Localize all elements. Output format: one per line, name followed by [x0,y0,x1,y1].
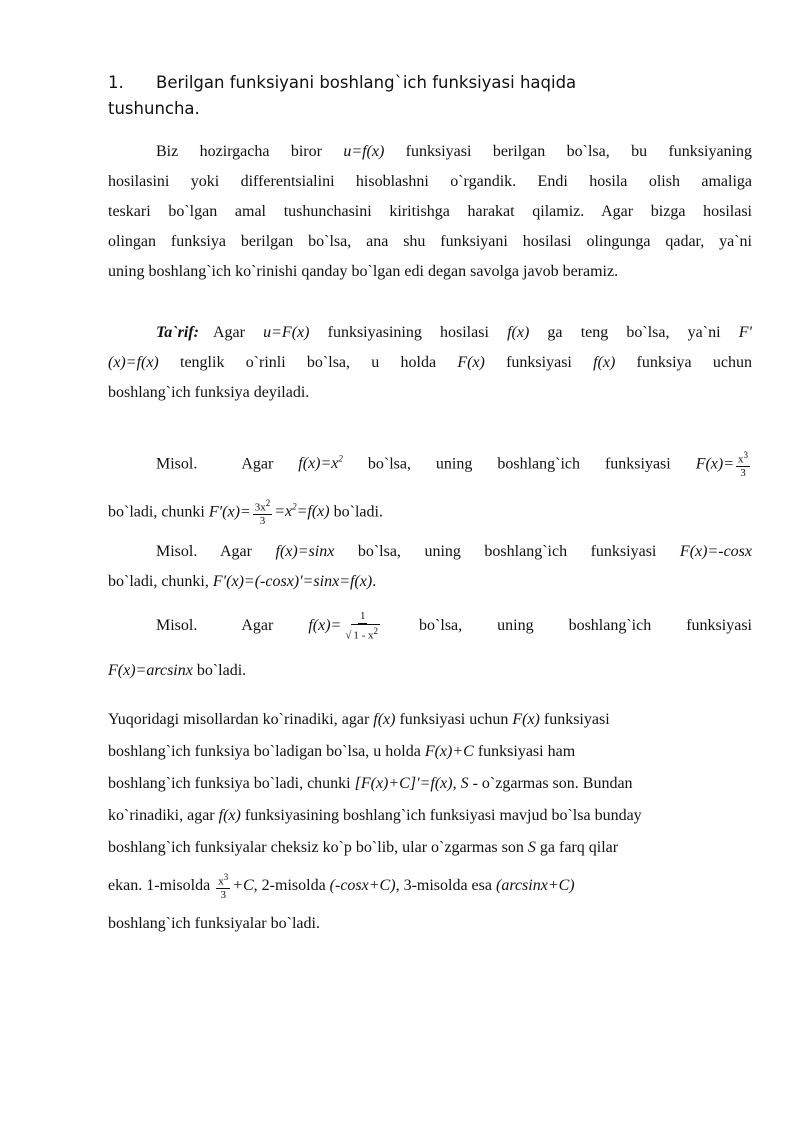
formula: F(x) [457,354,485,371]
text: bo`lsa, uning boshlang`ich funksiyasi [334,543,680,560]
formula: (-cosx+C) [329,877,396,894]
example-2 [108,537,752,597]
text: Biz hozirgacha biror [156,143,344,160]
formula: F(x)=arcsinx [108,662,193,679]
exponent: 2 [338,454,343,464]
numerator: 3x [254,501,266,514]
text: boshlang`ich funksiya bo`ladi, chunki [108,775,355,792]
text-line: uning boshlang`ich ko`rinishi qanday bo`lgan edi degan savolga javob beramiz. [108,263,619,280]
text-line: hosilasini yoki differentsialini hisoblashni o`rgandik. Endi hosila olish amaliga [108,173,752,190]
fraction [736,449,750,481]
text: funksiyasi uchun [395,711,513,728]
text: ga farq qilar [535,839,619,856]
fraction [343,610,382,643]
text: bo`lsa, uning boshlang`ich funksiyasi [384,617,753,634]
section-number: 1. [108,73,124,92]
text: bo`ladi. [329,503,383,521]
text: ko`rinadiki, agar [108,807,219,824]
exponent: 2 [373,626,379,636]
numerator: 1 [359,610,366,622]
exponent: 2 [292,502,297,512]
text: bo`ladi, chunki, [108,573,213,590]
text: Agar [197,543,276,560]
text: funksiyasi [539,711,610,728]
text: Agar [212,324,264,341]
text: Yuqoridagi misollardan ko`rinadiki, agar [108,711,374,728]
formula: =f(x) [296,503,330,521]
text: bo`ladi. [192,662,247,679]
formula: f(x) [218,807,241,824]
text: funksiyasi berilgan bo`lsa, bu funksiyaning [384,143,752,160]
text-line: teskari bo`lgan amal tushunchasini kiritishga harakat qilamiz. Agar bizga hosilasi [108,203,752,220]
example-1-cont [108,492,752,530]
radicand: 1 - x [353,629,374,642]
formula: F(x)+C [424,743,474,760]
exponent: 3 [223,871,229,882]
formula: F′ [738,324,753,341]
formula: S [527,839,536,856]
formula: f(x)=x [298,455,339,473]
text: Agar [241,455,299,473]
section-title-line-1: Berilgan funksiyani boshlang`ich funksiyasi haqida [156,73,577,92]
formula: f(x)= [308,617,342,634]
text: funksiyasining hosilasi [309,324,508,341]
fraction [216,871,230,903]
summary-paragraph [108,704,752,940]
sqrt-sign: √ [345,629,352,642]
section-heading [108,70,688,122]
formula: F′(x)=(-cosx)′=sinx=f(x) [212,573,373,590]
text-line: boshlang`ich funksiya deyiladi. [108,384,310,401]
text-line: boshlang`ich funksiyalar bo`ladi. [108,915,320,932]
text: tenglik o`rinli bo`lsa, u holda [158,354,458,371]
example-3 [108,610,752,686]
intro-paragraph [108,137,752,287]
numerator: x [738,453,744,466]
formula: u=F(x) [263,324,310,341]
formula: F(x) [512,711,540,728]
definition-label: Ta`rif: [156,324,199,341]
formula: f(x)=sinx [275,543,335,560]
text: funksiya uchun [615,354,753,371]
text-line: olingan funksiya berilgan bo`lsa, ana shu funksiyani hosilasi olingunga qadar, ya`ni [108,233,752,250]
exponent: 2 [265,497,271,508]
numerator: x [218,875,224,888]
text: ga teng bo`lsa, ya`ni [529,324,739,341]
formula: f(x) [373,711,396,728]
denominator: 3 [220,889,226,902]
text: , 3-misolda esa [395,877,496,894]
example-label: Misol. [156,455,198,473]
text: bo`ladi, chunki [108,503,209,521]
text: boshlang`ich funksiya bo`ladigan bo`lsa, u holda [108,743,425,760]
exponent: 3 [743,449,749,460]
denominator: 3 [740,467,746,480]
text: bo`lsa, uning boshlang`ich funksiyasi [342,455,696,473]
formula: (x)=f(x) [108,354,159,371]
definition-paragraph [108,318,752,408]
formula: [F(x)+C]′=f(x), [354,775,457,792]
text: - o`zgarmas son. Bundan [468,775,633,792]
denominator: 3 [259,515,266,528]
formula: +C [232,877,254,894]
section-title-line-2: tushuncha. [108,99,200,118]
formula: (arcsinx+C) [495,877,575,894]
text: funksiyasi ham [473,743,576,760]
text: , 2-misolda [253,877,330,894]
example-label: Misol. [156,617,198,634]
text: boshlang`ich funksiyalar cheksiz ko`p bo`lib, ular o`zgarmas son [108,839,528,856]
text: Agar [241,617,309,634]
formula: =x [274,503,293,521]
text: . [372,573,377,590]
formula: f(x) [593,354,616,371]
formula: F(x)= [695,455,735,473]
formula: F′(x)= [208,503,251,521]
formula: S [460,775,469,792]
text: ekan. 1-misolda [108,877,215,894]
example-label: Misol. [156,543,198,560]
fraction [253,497,273,529]
formula: u=f(x) [343,143,385,160]
formula: f(x) [507,324,530,341]
example-1 [108,444,752,478]
text: funksiyasi [484,354,594,371]
text: funksiyasining boshlang`ich funksiyasi mavjud bo`lsa bunday [240,807,642,824]
formula: F(x)=-cosx [679,543,753,560]
